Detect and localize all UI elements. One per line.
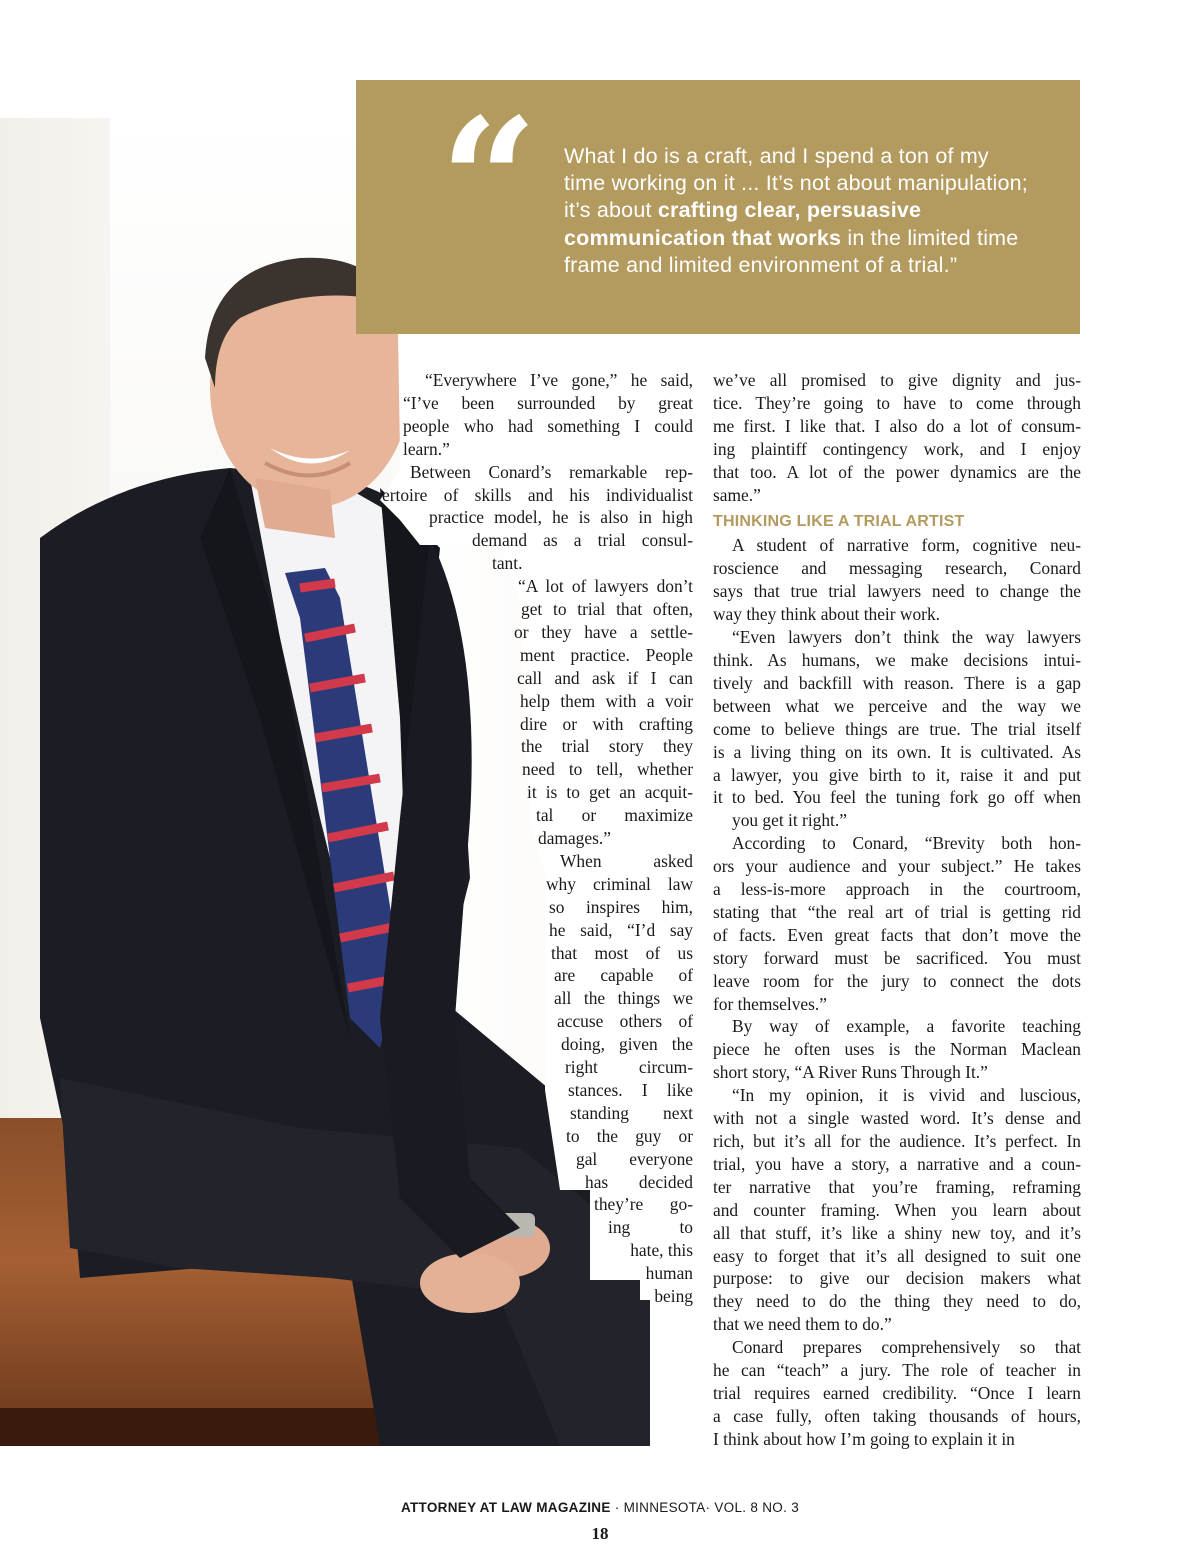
right-body-line: for themselves.” (713, 993, 827, 1014)
left-column-line: why criminal law (546, 873, 693, 894)
right-body-line: A student of narrative form, cognitive neu- (732, 535, 1081, 556)
issue-info: · MINNESOTA· VOL. 8 NO. 3 (610, 1500, 800, 1515)
left-column-line: they’re go- (594, 1194, 693, 1215)
quote-mark-icon: “ (440, 81, 538, 281)
left-column-line: “I’ve been surrounded by great (403, 392, 693, 413)
pull-quote-text-bold: crafting clear, persuasive communication that works (564, 198, 922, 250)
left-column-line: need to tell, whether (522, 759, 693, 780)
right-body-line: they need to do the thing they need to do, (713, 1291, 1081, 1312)
right-intro-line: tice. They’re going to have to come through (713, 392, 1081, 413)
right-body-line: with not a single wasted word. It’s dense and (713, 1108, 1081, 1129)
left-column-line: standing next (570, 1102, 693, 1123)
right-body-line: stating that “the real art of trial is getting rid (713, 901, 1081, 922)
left-column-line: When asked (560, 850, 693, 871)
right-body-line: of facts. Even great facts that don’t move the (713, 924, 1081, 945)
left-column-line: to the guy or (566, 1125, 693, 1146)
left-column-line: dire or with crafting (520, 713, 693, 734)
right-body-line: a case fully, often taking thousands of hours, (713, 1405, 1081, 1426)
right-body-line: way they think about their work. (713, 604, 940, 625)
right-body-line: trial requires earned credibility. “Once I learn (713, 1382, 1081, 1403)
left-column-line: “Everywhere I’ve gone,” he said, (425, 370, 693, 390)
right-body-line: According to Conard, “Brevity both hon- (732, 833, 1081, 854)
right-intro-line: we’ve all promised to give dignity and jus- (713, 370, 1081, 390)
pull-quote-text-end: in the limited time frame and limited environment of a trial.” (564, 225, 1019, 277)
left-column-line: call and ask if I can (517, 667, 693, 688)
left-column-line: being (654, 1286, 693, 1306)
right-body-line: trial, you have a story, a narrative and a coun- (713, 1153, 1081, 1174)
right-body-line: Conard prepares comprehensively so that (732, 1337, 1081, 1358)
page-number: 18 (591, 1524, 609, 1543)
right-body-line: it to bed. You feel the tuning fork go off when (713, 787, 1081, 808)
right-body-line: roscience and messaging research, Conard (713, 558, 1081, 579)
right-body-line: By way of example, a favorite teaching (732, 1016, 1081, 1037)
left-column-line: people who had something I could (403, 415, 693, 436)
left-column-line: ing to (608, 1217, 693, 1238)
left-column-line: ertoire of skills and his individualist (382, 484, 693, 505)
left-column-line: doing, given the (561, 1034, 693, 1055)
left-column-line: so inspires him, (549, 896, 693, 917)
left-column-line: he said, “I’d say (549, 919, 693, 940)
left-column-line: has decided (585, 1171, 693, 1192)
left-column-line: the trial story they (521, 736, 693, 757)
right-intro-line: me first. I like that. I also do a lot of consum- (713, 415, 1081, 436)
left-column-line: or they have a settle- (514, 621, 693, 642)
right-body-line: tively and backfill with reason. There is a gap (713, 672, 1081, 693)
right-intro-line: same.” (713, 484, 761, 505)
left-column-line: are capable of (554, 965, 693, 986)
right-body-line: ter narrative that you’re framing, reframing (713, 1176, 1081, 1197)
right-body-line: story forward must be sacrificed. You must (713, 947, 1081, 968)
left-column-line: “A lot of lawyers don’t (518, 576, 693, 597)
left-column-line: Between Conard’s remarkable rep- (410, 461, 693, 482)
left-column-line: all the things we (554, 988, 693, 1009)
right-text-column (713, 369, 1081, 1451)
right-body-line: he can “teach” a jury. The role of teacher in (713, 1360, 1081, 1381)
right-body-line: piece he often uses is the Norman Maclean (713, 1039, 1081, 1060)
right-body-line: short story, “A River Runs Through It.” (713, 1062, 988, 1083)
right-body-line: you get it right.” (732, 810, 847, 831)
right-intro-line: that too. A lot of the power dynamics are the (713, 461, 1081, 482)
right-body-line: “In my opinion, it is vivid and luscious, (732, 1085, 1081, 1106)
left-column-line: tant. (492, 553, 523, 574)
right-body-line: think. As humans, we make decisions intui- (713, 649, 1081, 670)
right-body-line: easy to forget that it’s all designed to suit one (713, 1245, 1081, 1266)
pull-quote-text-regular: What I do is a craft, and I spend a ton of my time working on it ... It’s not about manipulation; it’s about (564, 144, 1028, 223)
left-column-line: get to trial that often, (521, 599, 693, 619)
right-body-line: and counter framing. When you learn about (713, 1199, 1081, 1220)
left-column-line: right circum- (565, 1057, 693, 1077)
left-column-line: that most of us (551, 942, 693, 963)
left-column-line: ment practice. People (520, 644, 693, 665)
left-column-line: demand as a trial consul- (472, 530, 693, 551)
magazine-footer (0, 1500, 1200, 1515)
left-column-line: accuse others of (557, 1011, 693, 1032)
right-body-line: purpose: to give our decision makers what (713, 1268, 1081, 1289)
section-heading: THINKING LIKE A TRIAL ARTIST (713, 513, 965, 531)
left-column-line: human (645, 1263, 693, 1284)
left-column-line: tal or maximize (536, 805, 693, 826)
left-column-line: it is to get an acquit- (527, 782, 693, 803)
right-body-line: ors your audience and your subject.” He takes (713, 856, 1081, 877)
right-body-line: rich, but it’s all for the audience. It’s perfect. In (713, 1131, 1081, 1151)
left-column-line: stances. I like (568, 1079, 693, 1100)
left-column-line: help them with a voir (520, 690, 693, 711)
magazine-name: ATTORNEY AT LAW MAGAZINE (400, 1500, 611, 1515)
right-body-line: all that stuff, it’s like a shiny new toy, and it’s (713, 1222, 1081, 1243)
right-body-paragraphs (713, 534, 1081, 1450)
right-body-line: a lawyer, you give birth to it, raise it and put (713, 764, 1081, 785)
left-column-line: hate, this (630, 1240, 693, 1261)
pull-quote-text (564, 143, 1034, 279)
right-body-line: that we need them to do.” (713, 1314, 892, 1335)
right-body-line: “Even lawyers don’t think the way lawyers (732, 627, 1081, 648)
left-column-line: damages.” (538, 828, 611, 848)
right-intro-paragraph (713, 369, 1081, 506)
left-column-line: practice model, he is also in high (429, 507, 693, 528)
right-body-line: I think about how I’m going to explain it in (713, 1428, 1015, 1449)
right-body-line: between what we perceive and the way we (713, 695, 1081, 716)
left-column-line: gal everyone (576, 1148, 693, 1169)
left-column-line: learn.” (403, 438, 450, 459)
right-intro-line: ing plaintiff contingency work, and I enjoy (713, 438, 1081, 459)
right-body-line: says that true trial lawyers need to change the (713, 581, 1081, 602)
right-body-line: come to believe things are true. The trial itself (713, 718, 1081, 739)
right-body-line: a less-is-more approach in the courtroom, (713, 879, 1081, 900)
right-body-line: leave room for the jury to connect the dots (713, 970, 1081, 991)
right-body-line: is a living thing on its own. It is cultivated. As (713, 741, 1081, 762)
